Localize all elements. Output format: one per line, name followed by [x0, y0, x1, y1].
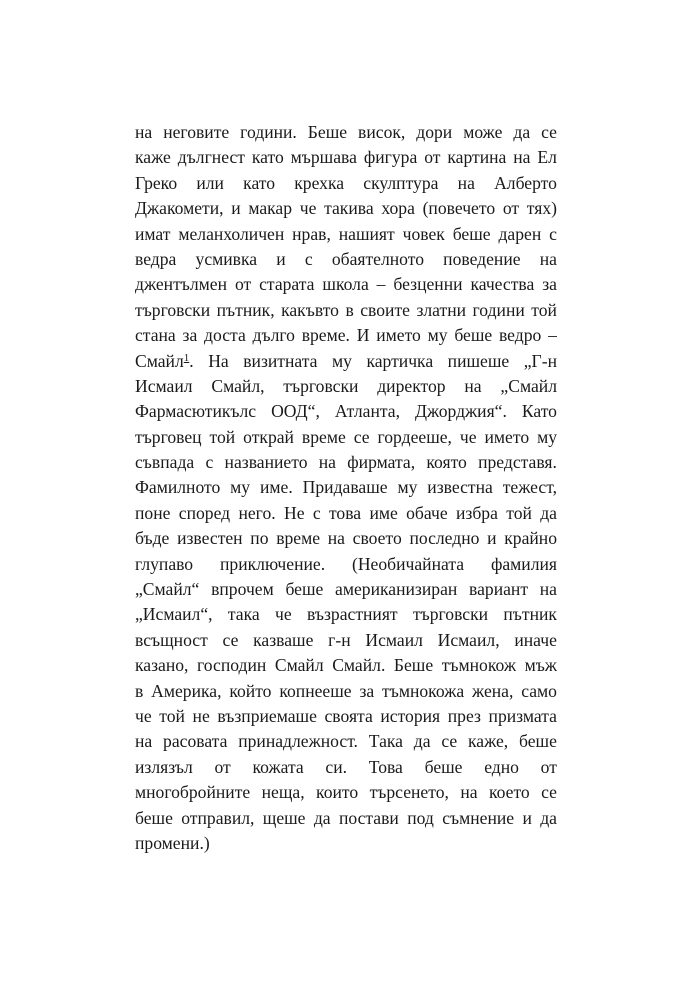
word: стана [135, 325, 176, 346]
word: му [537, 426, 557, 447]
word: като [251, 147, 284, 168]
word: на [327, 528, 345, 549]
word: гордееше, [377, 426, 452, 447]
text-line [135, 704, 557, 729]
word: приключение. [219, 553, 326, 574]
word: тъмнокож [441, 655, 517, 676]
word: от [234, 274, 252, 295]
word: своето [352, 528, 402, 549]
word: търговски [135, 299, 211, 320]
word: от [424, 147, 441, 168]
text-line [135, 145, 557, 170]
word: тъмнокожа [382, 680, 465, 701]
word: на [457, 172, 475, 193]
word: дори [416, 122, 453, 142]
word: (повечето [422, 198, 496, 219]
word: обаятелното [331, 248, 424, 269]
word: хора [381, 198, 415, 219]
word: беше [135, 807, 173, 828]
word: имат [135, 223, 171, 244]
text-line [135, 501, 557, 526]
word: да [540, 502, 557, 523]
word: и [231, 198, 241, 219]
word: Фармасютикълс [135, 401, 257, 422]
word: да [413, 731, 431, 752]
word: качества [470, 274, 535, 295]
word: ведро [498, 325, 542, 346]
word: ООД“, [271, 401, 320, 422]
word: Придаваше [302, 477, 388, 498]
word: „Смайл“ [135, 579, 200, 600]
word: Атланта, [334, 401, 401, 422]
word: Джакомети, [135, 198, 224, 219]
word: като [243, 172, 276, 193]
word: Джорджия“. [414, 401, 507, 422]
word: Исмаил, [437, 629, 500, 650]
word: мършава [290, 147, 357, 168]
word: така [227, 604, 260, 625]
word: жена, [472, 680, 514, 701]
word: беше [424, 756, 463, 777]
word: име. [260, 477, 293, 498]
word: казваше [253, 629, 314, 650]
word: мъж [524, 655, 557, 676]
text-line [135, 526, 557, 551]
word: старата [259, 274, 315, 295]
word: или [196, 172, 224, 193]
text-line [135, 323, 557, 348]
word: тях) [526, 198, 557, 219]
word: многобройните [135, 782, 251, 803]
word: според [178, 502, 231, 523]
word: своята [324, 705, 373, 726]
word: Беше [307, 122, 348, 142]
word: търговец [135, 426, 202, 447]
body-paragraph [135, 120, 557, 856]
word: Америка, [151, 680, 222, 701]
word: той [159, 705, 185, 726]
word: с [304, 248, 313, 269]
word: фигура [363, 147, 418, 168]
word: „Смайл [500, 375, 557, 396]
text-line [135, 628, 557, 653]
word: щеше [262, 807, 306, 828]
text-line [135, 475, 557, 500]
word: Ел [537, 147, 557, 168]
word: че [459, 426, 477, 447]
word: излязъл [135, 756, 193, 777]
word: Не [283, 502, 305, 523]
word: представя. [478, 452, 557, 473]
word: от [502, 198, 520, 219]
word: човек [402, 223, 445, 244]
word: се [541, 782, 557, 803]
word: меланхоличен [178, 223, 285, 244]
word: само [521, 680, 557, 701]
word: и [522, 807, 532, 828]
word: неговите [163, 122, 230, 142]
word: Беше [393, 655, 434, 676]
word: търговски [283, 375, 359, 396]
word: на [539, 248, 557, 269]
word: постави [338, 807, 399, 828]
word: – [548, 325, 557, 346]
word: какъвто [281, 299, 339, 320]
word: американизиран [335, 579, 458, 600]
word: пишеше [447, 350, 510, 371]
word: директор [377, 375, 446, 396]
word: фамилия [490, 553, 557, 574]
word: години [472, 299, 525, 320]
word: макар [248, 198, 293, 219]
word: което [488, 782, 530, 803]
text-line [135, 349, 557, 374]
word: крехка [294, 172, 345, 193]
word: от [540, 756, 557, 777]
text-line [135, 120, 557, 145]
word: открай [243, 426, 294, 447]
word: призмата [488, 705, 557, 726]
word: Като [521, 401, 557, 422]
text-line [135, 374, 557, 399]
word: такива [324, 198, 374, 219]
word: търсенето, [369, 782, 449, 803]
text-line [135, 196, 557, 221]
word: бъде [135, 528, 170, 549]
text-line [135, 425, 557, 450]
word: (Необичайната [351, 553, 465, 574]
word: фирмата, [347, 452, 416, 473]
word: пътник [503, 604, 557, 625]
word: Смайл [274, 655, 324, 676]
word: с [549, 223, 557, 244]
word: каже, [467, 731, 509, 752]
word: на [318, 452, 336, 473]
word: крайно [504, 528, 557, 549]
word: които [316, 782, 359, 803]
text-line [135, 806, 557, 831]
word: ведра [135, 248, 177, 269]
word: него. [238, 502, 276, 523]
word: се [222, 629, 239, 650]
word: казано, [135, 655, 189, 676]
word: да [513, 122, 531, 142]
word: безценни [393, 274, 463, 295]
word: с [312, 502, 321, 523]
word: история [380, 705, 441, 726]
word: това [328, 502, 362, 523]
text-line [135, 450, 557, 475]
word: иначе [514, 629, 557, 650]
word: възприемаше [217, 705, 317, 726]
word: му [332, 350, 352, 371]
word: неща, [261, 782, 305, 803]
word: по [250, 528, 269, 549]
word: избра [455, 502, 498, 523]
word: се [441, 731, 458, 752]
text-line [135, 272, 557, 297]
word: беше [519, 731, 557, 752]
word: картина [447, 147, 507, 168]
word: Това [368, 756, 403, 777]
word: за [182, 325, 198, 346]
word: отправил, [181, 807, 255, 828]
word: от [214, 756, 231, 777]
word: „Исмаил“, [135, 604, 213, 625]
word: усмивка [195, 248, 258, 269]
word: име [369, 502, 398, 523]
word: той [531, 299, 557, 320]
word: на [135, 731, 153, 752]
word: съвпада [135, 452, 195, 473]
word: се [353, 426, 370, 447]
text-line [135, 298, 557, 323]
word: съмнение [442, 807, 515, 828]
word: беше [454, 325, 493, 346]
word: Смайл, [211, 375, 265, 396]
text-line [135, 552, 557, 577]
word: каже [135, 147, 171, 168]
word: висок, [358, 122, 406, 142]
word: обаче [406, 502, 448, 523]
word: нашият [338, 223, 395, 244]
word: скулптура [363, 172, 439, 193]
text-line [135, 653, 557, 678]
word: „Г-н [523, 350, 557, 371]
word: който [229, 680, 272, 701]
text-line [135, 729, 557, 754]
word: в [345, 299, 354, 320]
word: се [541, 122, 557, 142]
word: господин [197, 655, 267, 676]
word: кожата [252, 756, 304, 777]
word: търговски [412, 604, 489, 625]
word: принадлежност. [238, 731, 358, 752]
word: школа [322, 274, 369, 295]
word: под [407, 807, 434, 828]
word: известен [177, 528, 243, 549]
word: расовата [163, 731, 228, 752]
word: картичка [366, 350, 434, 371]
word: той [506, 502, 532, 523]
word: Исмаил [365, 629, 423, 650]
word: на [135, 122, 153, 142]
word: в [135, 680, 144, 701]
word: дългнест [177, 147, 245, 168]
word: години. [240, 122, 297, 142]
word: глупаво [135, 553, 194, 574]
word: Така [368, 731, 403, 752]
text-line [135, 679, 557, 704]
word: Смайл$^1$. [135, 349, 194, 374]
word: нрав, [292, 223, 331, 244]
word: Смайл. [332, 655, 386, 676]
word: доста [204, 325, 246, 346]
word: – [376, 274, 386, 295]
text-line [135, 831, 557, 856]
word: и [487, 528, 497, 549]
word: на [464, 375, 482, 396]
footnote-reference-link[interactable]: 1 [183, 351, 190, 364]
text-line [135, 399, 557, 424]
word: поведение [443, 248, 521, 269]
word: Исмаил [135, 375, 193, 396]
word: време [276, 528, 321, 549]
word: името [376, 325, 421, 346]
word: Греко [135, 172, 178, 193]
word: не [192, 705, 210, 726]
word: пътник, [216, 299, 275, 320]
word: за [542, 274, 557, 295]
footnote-punctuation: . [189, 350, 194, 371]
word: беше [285, 579, 324, 600]
word: беше [452, 223, 491, 244]
word: Алберто [494, 172, 557, 193]
word: че [299, 198, 317, 219]
word: да [540, 807, 557, 828]
word: И [356, 325, 370, 346]
word: копнееше [279, 680, 352, 701]
word: през [447, 705, 481, 726]
word: визитната [243, 350, 318, 371]
word: време. [301, 325, 350, 346]
word: с [205, 452, 214, 473]
word: едно [484, 756, 519, 777]
word: дарен [498, 223, 542, 244]
word: която [426, 452, 467, 473]
text-line [135, 602, 557, 627]
word: си. [325, 756, 348, 777]
word: му [230, 477, 251, 498]
word: промени.) [135, 832, 210, 853]
text-line [135, 577, 557, 602]
word: тежест, [502, 477, 557, 498]
word: Фамилното [135, 477, 221, 498]
word: всъщност [135, 629, 208, 650]
word: дълго [252, 325, 295, 346]
word: на [513, 147, 531, 168]
word: възрастният [306, 604, 398, 625]
word: своите [360, 299, 410, 320]
text-line [135, 222, 557, 247]
word: да [313, 807, 331, 828]
word: джентълмен [135, 274, 228, 295]
word: че [135, 705, 152, 726]
word: името [484, 426, 530, 447]
text-line [135, 247, 557, 272]
word: на [539, 579, 557, 600]
word: му [427, 325, 448, 346]
text-line [135, 755, 557, 780]
word: и [276, 248, 286, 269]
word: за [359, 680, 375, 701]
word: г-н [328, 629, 351, 650]
word: впрочем [211, 579, 274, 600]
word: На [208, 350, 229, 371]
text-line [135, 780, 557, 805]
word: златни [416, 299, 467, 320]
word: вариант [469, 579, 529, 600]
word: време [301, 426, 346, 447]
word: може [463, 122, 503, 142]
word: известна [427, 477, 493, 498]
word: названието [224, 452, 308, 473]
word: му [397, 477, 418, 498]
word: последно [409, 528, 480, 549]
word: поне [135, 502, 171, 523]
word: на [460, 782, 478, 803]
word: той [209, 426, 236, 447]
word: че [275, 604, 292, 625]
text-line [135, 171, 557, 196]
